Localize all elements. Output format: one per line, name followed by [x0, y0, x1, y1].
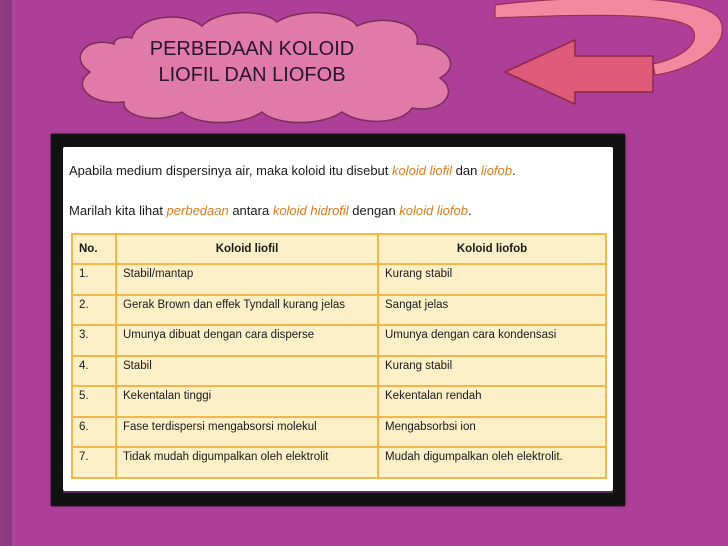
liofil-cell: Gerak Brown dan effek Tyndall kurang jelas — [116, 295, 378, 326]
row-number: 7. — [72, 447, 116, 478]
header-liofil: Koloid liofil — [116, 234, 378, 264]
intro-sentence — [69, 163, 516, 178]
header-liofob: Koloid liofob — [378, 234, 606, 264]
liofob-cell: Umunya dengan cara kondensasi — [378, 325, 606, 356]
liofob-cell: Kekentalan rendah — [378, 386, 606, 417]
table-row — [72, 356, 606, 387]
comparison-highlight-perbedaan: perbedaan — [166, 203, 229, 218]
liofil-cell: Tidak mudah digumpalkan oleh elektrolit — [116, 447, 378, 478]
table-row — [72, 386, 606, 417]
liofil-cell: Stabil — [116, 356, 378, 387]
table-row — [72, 325, 606, 356]
liofob-cell: Mengabsorbsi ion — [378, 417, 606, 448]
slide-title — [122, 36, 382, 88]
table-row — [72, 264, 606, 295]
liofob-cell: Mudah digumpalkan oleh elektrolit. — [378, 447, 606, 478]
intro-text: Apabila medium dispersinya air, maka koloid itu disebut — [69, 163, 393, 178]
comparison-sentence — [69, 203, 472, 218]
row-number: 6. — [72, 417, 116, 448]
liofob-cell: Sangat jelas — [378, 295, 606, 326]
table-header-row — [72, 234, 606, 264]
table-row — [72, 447, 606, 478]
liofil-cell: Stabil/mantap — [116, 264, 378, 295]
curved-arrow-icon — [485, 0, 728, 118]
liofob-cell: Kurang stabil — [378, 356, 606, 387]
row-number: 3. — [72, 325, 116, 356]
table-row — [72, 295, 606, 326]
intro-connector: dan — [452, 163, 481, 178]
liofil-cell: Kekentalan tinggi — [116, 386, 378, 417]
document-image — [63, 147, 613, 491]
slide-title-line-1: PERBEDAAN KOLOID — [149, 38, 355, 60]
comparison-table — [71, 233, 607, 479]
comparison-highlight-hidrofil: koloid hidrofil — [272, 203, 349, 218]
left-stripe-shadow — [0, 0, 12, 546]
intro-period: . — [512, 163, 516, 178]
liofob-cell: Kurang stabil — [378, 264, 606, 295]
header-no: No. — [72, 234, 116, 264]
liofil-cell: Fase terdispersi mengabsorsi molekul — [116, 417, 378, 448]
row-number: 5. — [72, 386, 116, 417]
comparison-highlight-liofob: koloid liofob — [399, 203, 468, 218]
comparison-period: . — [467, 203, 472, 218]
document-bottom-edge — [63, 491, 613, 493]
slide-title-line-2: LIOFIL DAN LIOFOB — [158, 64, 346, 86]
comparison-text: Marilah kita lihat — [69, 203, 167, 218]
comparison-connector-2: dengan — [348, 203, 400, 218]
liofil-cell: Umunya dibuat dengan cara disperse — [116, 325, 378, 356]
table-row — [72, 417, 606, 448]
comparison-connector: antara — [228, 203, 273, 218]
row-number: 1. — [72, 264, 116, 295]
row-number: 2. — [72, 295, 116, 326]
intro-highlight-liofob: liofob — [480, 163, 512, 178]
intro-highlight-liofil: koloid liofil — [392, 163, 452, 178]
row-number: 4. — [72, 356, 116, 387]
